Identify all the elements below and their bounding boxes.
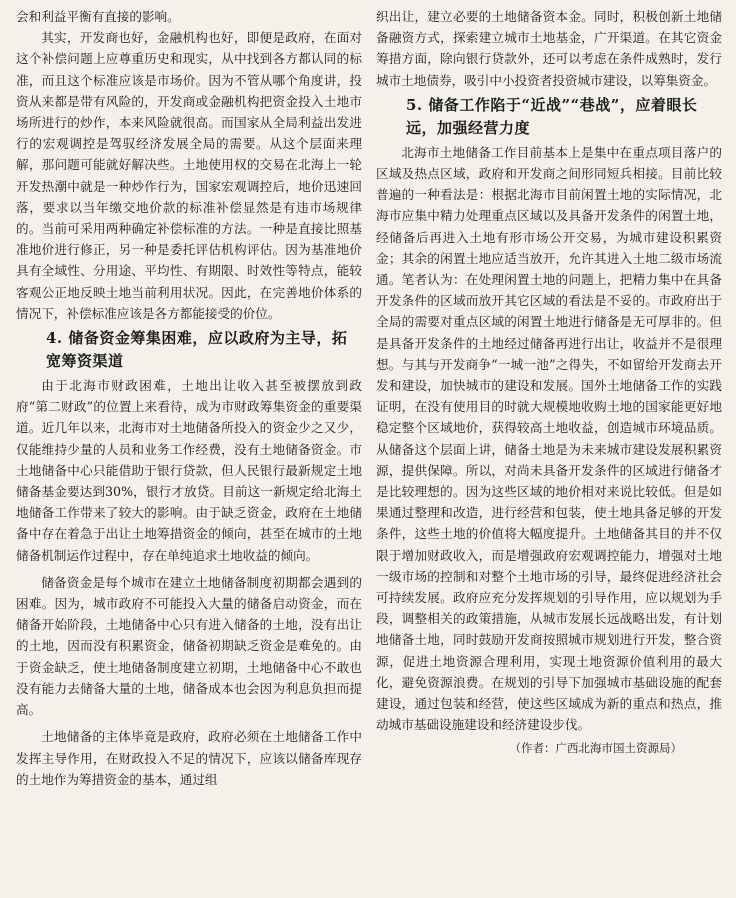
paragraph: 储备资金是每个城市在建立土地储备制度初期都会遇到的困难。因为，城市政府不可能投入大量的储备启动资金，而在储备开始阶段，土地储备中心只有进入储备的土地，没有出让的土地，因而没有积累资金，储备初期缺乏资金是难免的。由于资金缺乏，使土地储备制度建立初期，土地储备中心不敢也没有能力去储备大量的土地，储备成本也会因为利息负担而提高。 [16,574,362,718]
paragraph: 织出让，建立必要的土地储备资本金。同时，积极创新土地储备融资方式，探索建立城市土地基金，广开渠道。在其它资金筹措方面，除向银行贷款外，还可以考虑在条件成熟时，发行城市土地债券，吸引中小投资者投资城市建设，以筹集资金。 [376,9,722,88]
paragraph: 土地储备的主体毕竟是政府，政府必须在土地储备工作中发挥主导作用，在财政投入不足的情况下，应该以储备库现存的土地作为筹措资金的基本，通过组 [16,729,362,787]
left-column [16,6,362,898]
paragraph: 会和利益平衡有直接的影响。 [16,9,180,24]
section-heading-5: 5. 储备工作陷于“近战”“巷战”，应着眼长远，加强经营力度 [406,95,698,137]
right-column [376,6,722,898]
paragraph: 其实，开发商也好，金融机构也好，即便是政府，在面对这个补偿问题上应尊重历史和现实，从中找到各方都认同的标准，而且这个标准应该是市场价。因为不管从哪个角度讲，投资从来都是带有风险的，开发商或金融机构把资金投入土地市场所进行的炒作，本来风险就很高。而国家从全局利益出发进行的宏观调控是驾驭经济发展全局的需要。从这个层面来理解，那问题可能就好解决些。土地使用权的交易在北海上一轮开发热潮中就是一种炒作行为，国家宏观调控后，地价迅速回落，要求以当年缴交地价款的标准补偿显然是有违市场规律的。当前可采用两种确定补偿标准的方法。一种是直接比照基准地价进行修正，另一种是委托评估机构评估。因为基准地价具有全域性、分用途、平均性、有期限、时效性等特点，能较客观公正地反映土地当前利用状况。因此，在完善地价体系的情况下，补偿标准应该是各方都能接受的价位。 [16,30,362,321]
section-heading-4: 4. 储备资金筹集困难，应以政府为主导，拓宽筹资渠道 [46,329,348,371]
paragraph: 由于北海市财政困难，土地出让收入甚至被摆放到政府“第二财政”的位置上来看待，成为市财政筹集资金的重要渠道。近几年以来，北海市对土地储备所投入的资金少之又少，仅能维持少量的人员和业务工作经费，没有土地储备资金。市土地储备中心只能借助于银行贷款，但人民银行最新规定土地储备基金要达到30%，银行才放贷。目前这一新规定给北海土地储备工作带来了较大的影响。由于缺乏资金，政府在土地储备中存在着急于出让土地筹措资金的倾向，甚至在城市的土地储备机制运作过程中，存在单纯追求土地收益的倾向。 [16,378,362,563]
paragraph: 北海市土地储备工作目前基本上是集中在重点项目落户的区域及热点区域，政府和开发商之间形同短兵相接。目前比较普遍的一种看法是：根据北海市目前闲置土地的实际情况，北海市应集中精力处理重点区域以及具备开发条件的闲置土地，经储备后再进入土地有形市场公开交易，为城市建设积累资金；其余的闲置土地应适当放开，允许其进入土地二级市场流通。笔者认为：在处理闲置土地的问题上，把精力集中在具备开发条件的区域而放开其它区域的看法是不妥的。市政府出于全局的需要对重点区域的闲置土地进行储备是无可厚非的。但是具备开发条件的土地经过储备再进行出让，收益并不是很理想。与其与开发商争“一城一池”之得失，不如留给开发商去开发和建设，加快城市的建设和发展。国外土地储备工作的实践证明，在没有使用目的时就大规模地收购土地的国家能更好地稳定整个区域地价，获得较高土地收益，创造城市环境品质。从储备这个层面上讲，储备土地是为未来城市建设发展积累资源，提供保障。所以，对尚未具备开发条件的区域进行储备才是比较理想的。因为这些区域的地价相对来说比较低。但是如果通过整理和改造，进行经营和包装，使土地具备足够的开发条件，这些土地的价值将大幅度提升。土地储备其目的并不仅限于增加财政收入，而是增强政府宏观调控能力，增强对土地一级市场的控制和对整个土地市场的引导，最终促进经济社会可持续发展。政府应充分发挥规划的引导作用，应以规划为手段，调整相关的政策措施，从城市发展长远战略出发，有计划地储备土地，同时鼓励开发商按照城市规划进行开发，整合资源，促进土地资源合理利用，实现土地资源价值利用的最大化，避免资源浪费。在规划的引导下加强城市基础设施的配套建设，通过包装和经营，使这些区域成为新的重点和热点，推动城市基础设施建设和经济建设步伐。 [376,144,722,733]
author-credit: （作者：广西北海市国土资源局） [509,740,682,755]
